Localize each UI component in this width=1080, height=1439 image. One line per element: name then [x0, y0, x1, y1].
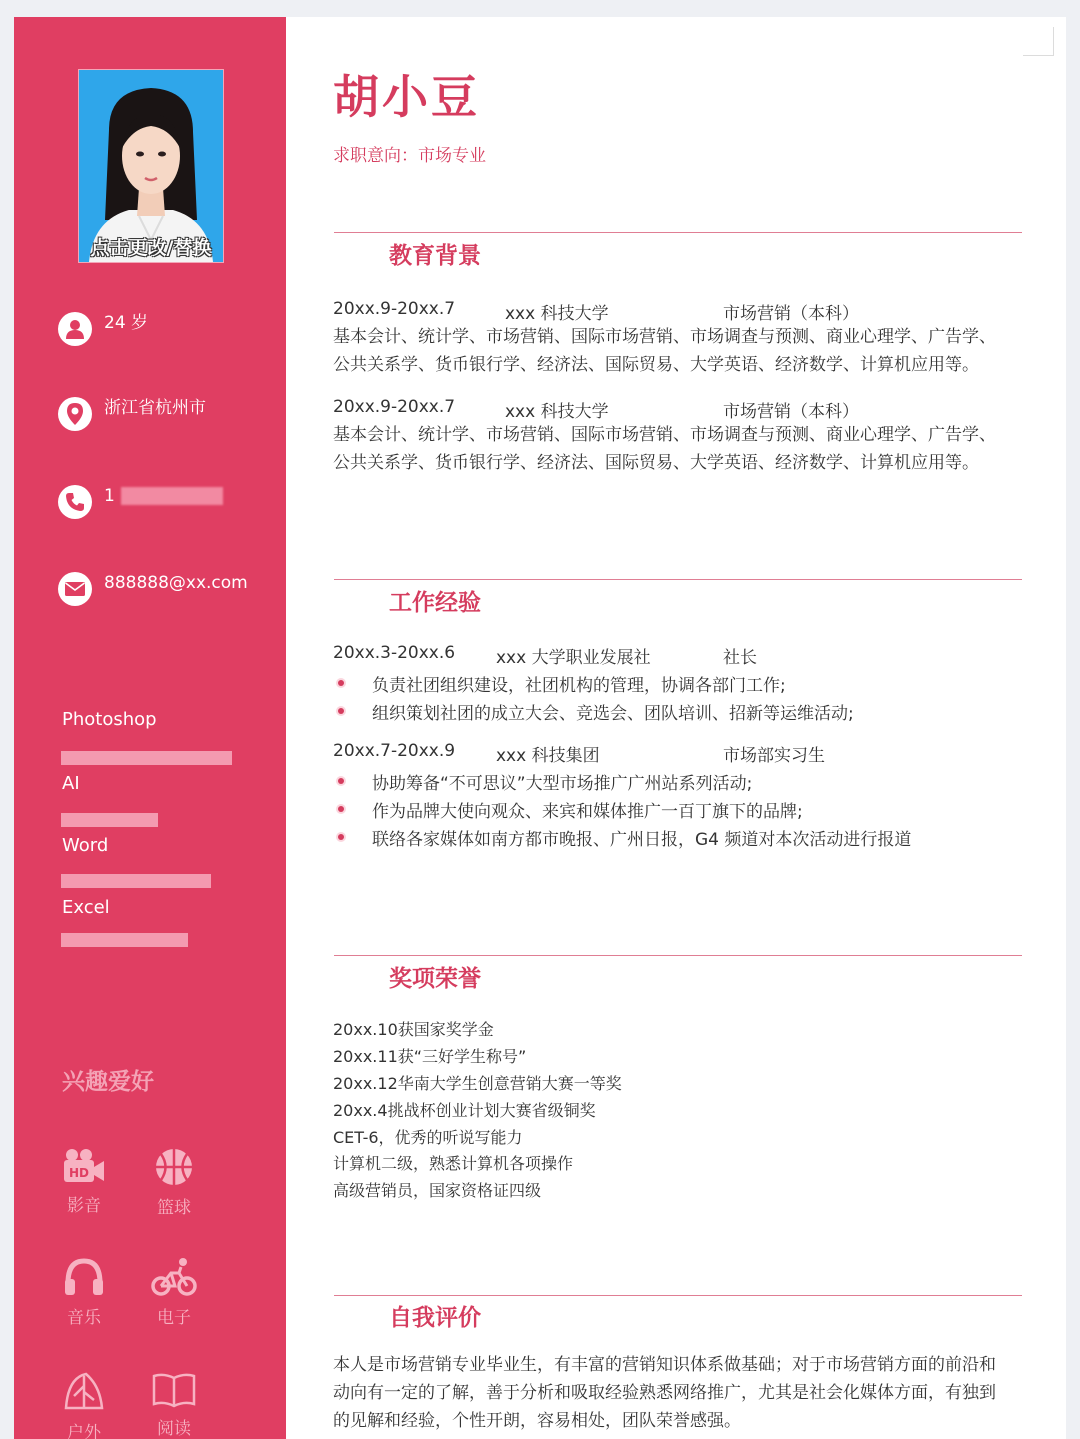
bullet-dot: [336, 776, 346, 786]
photo-change-label[interactable]: 点击更改/替换: [90, 237, 212, 259]
self-eval-line-2: 动向有一定的了解，善于分析和吸取经验熟悉网络推广，尤其是社会化媒体方面，有独到: [333, 1383, 996, 1403]
award-item: 20xx.10获国家奖学金: [333, 1020, 494, 1039]
work-divider: [334, 579, 1022, 580]
education-title: 教育背景: [389, 243, 481, 269]
email-text: 888888@xx.com: [104, 573, 248, 593]
award-item: 20xx.12华南大学生创意营销大赛一等奖: [333, 1074, 622, 1093]
bullet-text: 协助筹备“不可思议”大型市场推广广州站系列活动;: [372, 774, 753, 794]
hobbies-title: 兴趣爱好: [62, 1069, 154, 1095]
phone-visible-digit: 1: [104, 486, 115, 506]
hobby-basketball: [144, 1147, 204, 1218]
location-row: [58, 397, 206, 431]
hobby-electronic: [144, 1257, 204, 1328]
bullet-text: 作为品牌大使向观众、来宾和媒体推广一百丁旗下的品牌;: [372, 802, 803, 822]
work-1-role: 社长: [723, 648, 757, 668]
skill-name-ai: AI: [62, 773, 80, 794]
bicycle-icon: [151, 1257, 197, 1297]
edu-1-courses-line-1: 基本会计、统计学、市场营销、国际市场营销、市场调查与预测、商业心理学、广告学、: [333, 327, 996, 347]
candidate-name: 胡小豆: [333, 70, 480, 124]
headphones-icon: [62, 1257, 106, 1297]
bullet-dot: [336, 678, 346, 688]
work-entry-1-header: [333, 643, 757, 668]
award-item: 计算机二级，熟悉计算机各项操作: [333, 1154, 574, 1173]
skill-bar-word: [61, 874, 211, 888]
hobby-label-outdoor: 户外: [67, 1423, 101, 1439]
awards-title: 奖项荣誉: [389, 966, 481, 992]
hobby-outdoor: [54, 1372, 114, 1439]
self-eval-divider: [334, 1295, 1022, 1296]
video-camera-hd-icon: [62, 1147, 106, 1185]
location-text: 浙江省杭州市: [104, 398, 206, 418]
envelope-icon: [58, 572, 92, 606]
basketball-icon: [154, 1147, 194, 1187]
edu-1-courses-line-2: 公共关系学、货币银行学、经济法、国际贸易、大学英语、经济数学、计算机应用等。: [333, 355, 979, 375]
open-book-icon: [152, 1372, 196, 1408]
edu-2-courses: [333, 421, 1033, 477]
awards-divider: [334, 955, 1022, 956]
bullet-text: 组织策划社团的成立大会、竞选会、团队培训、招新等运维活动;: [372, 704, 854, 724]
main-content: [286, 17, 1066, 1439]
location-pin-icon: [58, 397, 92, 431]
edu-2-major: 市场营销（本科）: [723, 402, 859, 422]
edu-1-courses: [333, 323, 1033, 379]
bullet-dot: [336, 832, 346, 842]
work-entry-2-header: [333, 741, 825, 766]
award-item: 高级营销员，国家资格证四级: [333, 1181, 542, 1200]
work-title: 工作经验: [389, 590, 481, 616]
age-text: 24 岁: [104, 313, 149, 333]
hobby-label-basketball: 篮球: [157, 1198, 191, 1218]
award-item: CET-6，优秀的听说写能力: [333, 1128, 523, 1147]
edu-1-period: 20xx.9-20xx.7: [333, 299, 456, 319]
profile-photo[interactable]: [78, 69, 224, 263]
svg-text:HD: HD: [68, 1166, 90, 1180]
sidebar: [14, 17, 286, 1439]
skill-name-word: Word: [62, 835, 109, 856]
hobby-reading: [144, 1372, 204, 1439]
edu-2-school: xxx 科技大学: [505, 402, 609, 422]
award-item: 20xx.11获“三好学生称号”: [333, 1047, 527, 1066]
edu-1-school: xxx 科技大学: [505, 304, 609, 324]
hobby-label-reading: 阅读: [157, 1419, 191, 1439]
leaf-icon: [62, 1372, 106, 1412]
work-1-org: xxx 大学职业发展社: [496, 648, 651, 668]
hobby-label-electronic: 电子: [157, 1308, 191, 1328]
skill-bar-photoshop: [61, 751, 232, 765]
age-row: [58, 312, 148, 346]
edu-entry-1-header: [333, 299, 859, 324]
edu-entry-2-header: [333, 397, 859, 422]
hobby-label-video: 影音: [67, 1196, 101, 1216]
job-intent: 求职意向：市场专业: [333, 146, 486, 166]
hobby-label-music: 音乐: [67, 1308, 101, 1328]
bullet-text: 联络各家媒体如南方都市晚报、广州日报，G4 频道对本次活动进行报道: [372, 830, 912, 850]
skill-name-photoshop: Photoshop: [62, 709, 157, 730]
edu-2-courses-line-2: 公共关系学、货币银行学、经济法、国际贸易、大学英语、经济数学、计算机应用等。: [333, 453, 979, 473]
skill-bar-ai: [61, 813, 158, 827]
self-eval-line-1: 本人是市场营销专业毕业生，有丰富的营销知识体系做基础；对于市场营销方面的前沿和: [333, 1355, 996, 1375]
work-2-org: xxx 科技集团: [496, 746, 600, 766]
phone-redacted: [121, 487, 223, 505]
page-corner-mark: [1023, 27, 1054, 56]
work-2-period: 20xx.7-20xx.9: [333, 741, 456, 761]
email-row: [58, 572, 248, 606]
self-eval-line-3: 的见解和经验，个性开朗，容易相处，团队荣誉感强。: [333, 1411, 741, 1431]
edu-2-period: 20xx.9-20xx.7: [333, 397, 456, 417]
hobby-music: [54, 1257, 114, 1328]
self-eval-title: 自我评价: [389, 1305, 481, 1331]
work-2-role: 市场部实习生: [723, 746, 825, 766]
phone-text: [104, 485, 223, 507]
skill-name-excel: Excel: [62, 897, 110, 918]
edu-1-major: 市场营销（本科）: [723, 304, 859, 324]
work-1-period: 20xx.3-20xx.6: [333, 643, 456, 663]
bullet-text: 负责社团组织建设，社团机构的管理，协调各部门工作;: [372, 676, 786, 696]
hobby-video: [54, 1147, 114, 1216]
edu-2-courses-line-1: 基本会计、统计学、市场营销、国际市场营销、市场调查与预测、商业心理学、广告学、: [333, 425, 996, 445]
award-item: 20xx.4挑战杯创业计划大赛省级铜奖: [333, 1101, 596, 1120]
phone-row: [58, 485, 223, 519]
phone-icon: [58, 485, 92, 519]
resume-page: [14, 17, 1066, 1439]
person-icon: [58, 312, 92, 346]
self-eval-text: [333, 1351, 1043, 1435]
bullet-dot: [336, 706, 346, 716]
skill-bar-excel: [61, 933, 188, 947]
bullet-dot: [336, 804, 346, 814]
education-divider: [334, 232, 1022, 233]
